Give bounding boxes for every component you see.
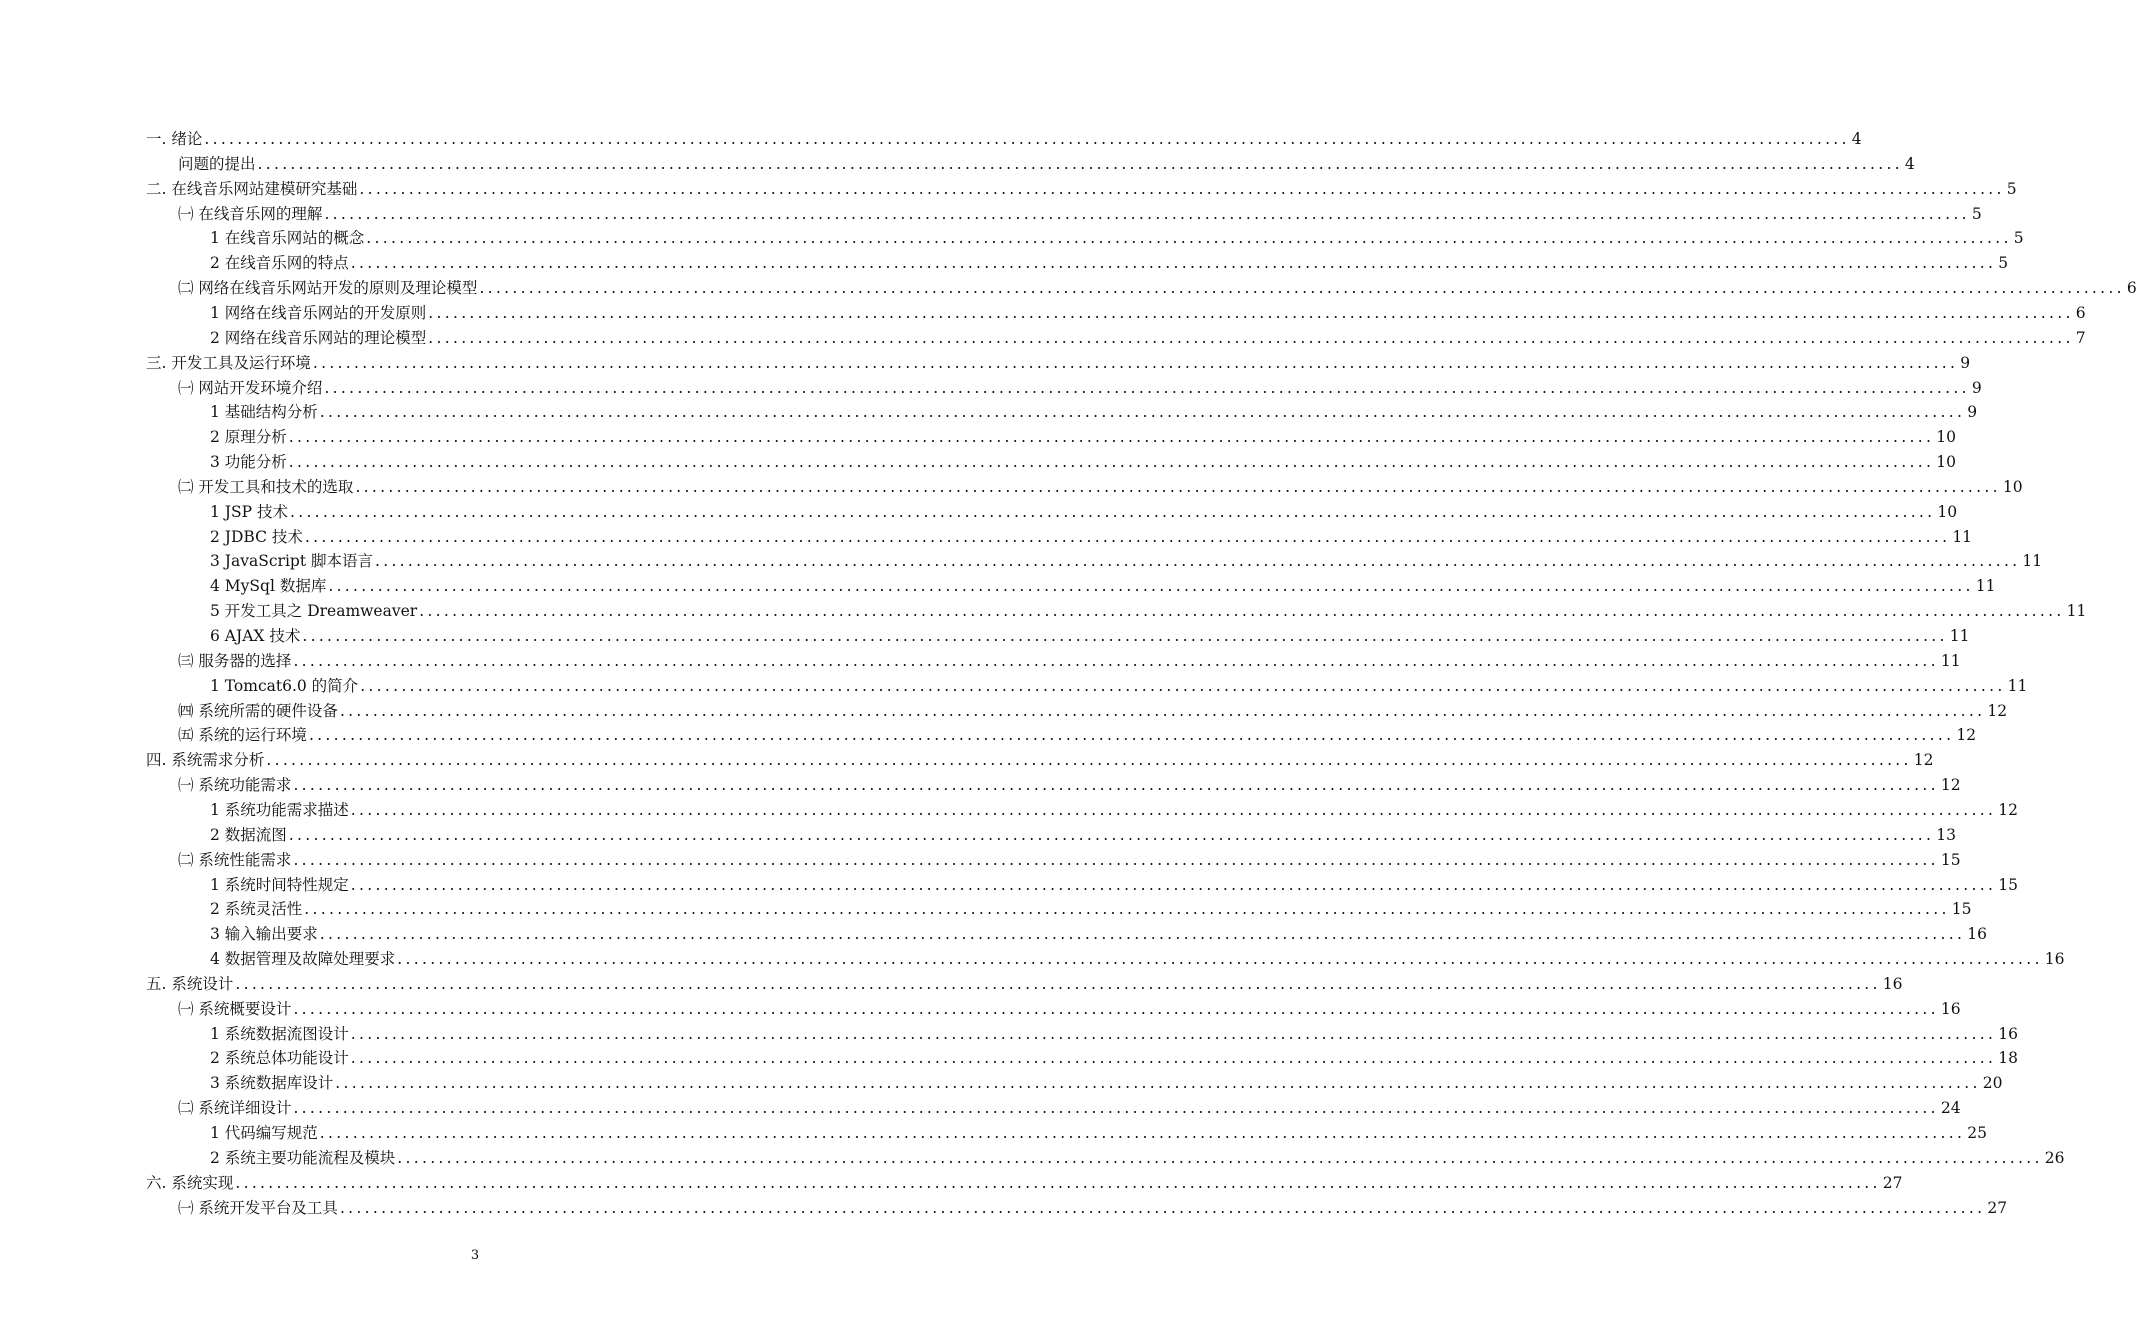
toc-entry-page: 10 xyxy=(1936,453,1956,471)
toc-entry-title: 1 Tomcat6.0 的简介 xyxy=(210,677,359,695)
toc-entry-title: 四. 系统需求分析 xyxy=(146,751,265,769)
toc-dot-leader: ........................................................................................................................................................................................................ xyxy=(428,304,2074,322)
toc-entry[interactable] xyxy=(210,497,1958,522)
toc-dot-leader: ........................................................................................................................................................................................................ xyxy=(257,155,1903,173)
toc-entry[interactable] xyxy=(210,571,1996,596)
toc-entry-page: 18 xyxy=(1998,1049,2018,1067)
toc-entry-page: 6 xyxy=(2126,279,2137,297)
toc-entry-page: 5 xyxy=(2006,180,2017,198)
toc-entry-title: 六. 系统实现 xyxy=(146,1174,234,1192)
toc-entry-page: 11 xyxy=(1975,577,1996,595)
toc-dot-leader: ........................................................................................................................................................................................................ xyxy=(312,354,1959,372)
toc-entry[interactable] xyxy=(210,323,2086,348)
toc-entry-title: 2 系统灵活性 xyxy=(210,900,303,918)
toc-dot-leader: ........................................................................................................................................................................................................ xyxy=(350,254,1997,272)
toc-dot-leader: ........................................................................................................................................................................................................ xyxy=(366,229,2012,247)
toc-entry-page: 5 xyxy=(2013,229,2024,247)
toc-entry[interactable] xyxy=(178,646,1961,671)
toc-entry-title: 3 JavaScript 脚本语言 xyxy=(210,552,373,570)
toc-entry-title: ㈡ 系统性能需求 xyxy=(178,851,292,869)
toc-entry[interactable] xyxy=(210,621,1970,646)
toc-entry[interactable] xyxy=(146,745,1934,770)
toc-entry-page: 11 xyxy=(2022,552,2043,570)
toc-entry-page: 20 xyxy=(1982,1074,2003,1092)
toc-dot-leader: ........................................................................................................................................................................................................ xyxy=(319,403,1966,421)
toc-entry-title: ㈠ 系统功能需求 xyxy=(178,776,292,794)
toc-dot-leader: ........................................................................................................................................................................................................ xyxy=(350,801,1997,819)
toc-dot-leader: ........................................................................................................................................................................................................ xyxy=(355,478,2001,496)
toc-dot-leader: ........................................................................................................................................................................................................ xyxy=(375,552,2021,570)
toc-entry-page: 27 xyxy=(1882,1174,1903,1192)
toc-entry-title: 一. 绪论 xyxy=(146,130,203,148)
toc-entry-page: 27 xyxy=(1987,1199,2008,1217)
toc-entry[interactable] xyxy=(210,944,2065,969)
toc-entry[interactable] xyxy=(210,795,2018,820)
toc-dot-leader: ........................................................................................................................................................................................................ xyxy=(359,180,2005,198)
toc-entry-page: 4 xyxy=(1851,130,1862,148)
toc-dot-leader: ........................................................................................................................................................................................................ xyxy=(288,428,1935,446)
toc-entry-page: 10 xyxy=(2002,478,2023,496)
toc-entry[interactable] xyxy=(178,845,1961,870)
toc-entry-page: 12 xyxy=(1940,776,1961,794)
toc-entry[interactable] xyxy=(178,149,1915,174)
toc-entry-page: 13 xyxy=(1936,826,1956,844)
toc-entry-page: 11 xyxy=(1940,652,1961,670)
toc-entry[interactable] xyxy=(210,671,2028,696)
toc-entry-page: 7 xyxy=(2075,329,2086,347)
page-number: 3 xyxy=(470,1248,480,1263)
toc-entry[interactable] xyxy=(146,124,1862,149)
toc-dot-leader: ........................................................................................................................................................................................................ xyxy=(360,677,2006,695)
toc-dot-leader: ........................................................................................................................................................................................................ xyxy=(302,627,1948,645)
toc-entry-page: 12 xyxy=(1913,751,1934,769)
toc-entry[interactable] xyxy=(210,919,1987,944)
toc-entry-title: ㈡ 网络在线音乐网站开发的原则及理论模型 xyxy=(178,279,478,297)
toc-dot-leader: ........................................................................................................................................................................................................ xyxy=(293,776,1939,794)
toc-entry[interactable] xyxy=(178,373,1982,398)
toc-dot-leader: ........................................................................................................................................................................................................ xyxy=(293,652,1939,670)
toc-entry[interactable] xyxy=(210,397,1978,422)
toc-dot-leader: ........................................................................................................................................................................................................ xyxy=(428,329,2074,347)
toc-entry-title: 2 原理分析 xyxy=(210,428,287,446)
toc-entry-title: 1 系统数据流图设计 xyxy=(210,1025,349,1043)
toc-dot-leader: ........................................................................................................................................................................................................ xyxy=(339,702,1986,720)
toc-dot-leader: ........................................................................................................................................................................................................ xyxy=(266,751,1912,769)
toc-dot-leader: ........................................................................................................................................................................................................ xyxy=(293,1000,1939,1018)
toc-entry[interactable] xyxy=(210,894,1972,919)
toc-entry-page: 15 xyxy=(1998,876,2018,894)
toc-dot-leader: ........................................................................................................................................................................................................ xyxy=(308,726,1955,744)
toc-entry-title: 2 系统主要功能流程及模块 xyxy=(210,1149,396,1167)
toc-entry[interactable] xyxy=(178,720,1977,745)
toc-entry-title: 1 在线音乐网站的概念 xyxy=(210,229,365,247)
toc-entry-page: 11 xyxy=(2066,602,2087,620)
toc-dot-leader: ........................................................................................................................................................................................................ xyxy=(479,279,2125,297)
toc-entry[interactable] xyxy=(210,870,2018,895)
toc-entry-title: ㈢ 服务器的选择 xyxy=(178,652,292,670)
toc-entry-title: 3 输入输出要求 xyxy=(210,925,318,943)
toc-entry-page: 9 xyxy=(1971,379,1982,397)
toc-entry-title: 2 数据流图 xyxy=(210,826,287,844)
toc-entry-page: 4 xyxy=(1904,155,1915,173)
toc-entry-title: 1 JSP 技术 xyxy=(210,503,288,521)
toc-entry-page: 11 xyxy=(1952,528,1973,546)
toc-entry-page: 26 xyxy=(2044,1149,2065,1167)
toc-entry-page: 12 xyxy=(1998,801,2018,819)
toc-dot-leader: ........................................................................................................................................................................................................ xyxy=(288,826,1935,844)
toc-dot-leader: ........................................................................................................................................................................................................ xyxy=(293,1099,1939,1117)
toc-entry-title: 1 系统功能需求描述 xyxy=(210,801,349,819)
toc-entry[interactable] xyxy=(178,273,2137,298)
toc-entry-page: 9 xyxy=(1967,403,1978,421)
toc-dot-leader: ........................................................................................................................................................................................................ xyxy=(335,1074,1981,1092)
table-of-contents xyxy=(0,124,2137,1218)
toc-dot-leader: ........................................................................................................................................................................................................ xyxy=(350,1049,1997,1067)
toc-dot-leader: ........................................................................................................................................................................................................ xyxy=(235,1174,1881,1192)
toc-entry[interactable] xyxy=(178,1093,1961,1118)
toc-entry-title: 五. 系统设计 xyxy=(146,975,234,993)
toc-entry-page: 10 xyxy=(1937,503,1958,521)
toc-dot-leader: ........................................................................................................................................................................................................ xyxy=(304,900,1950,918)
toc-dot-leader: ........................................................................................................................................................................................................ xyxy=(319,925,1966,943)
toc-entry[interactable] xyxy=(178,472,2023,497)
toc-entry-page: 16 xyxy=(1967,925,1987,943)
toc-entry-title: ㈡ 开发工具和技术的选取 xyxy=(178,478,354,496)
toc-entry-page: 5 xyxy=(1971,205,1982,223)
toc-entry-page: 10 xyxy=(1936,428,1956,446)
toc-dot-leader: ........................................................................................................................................................................................................ xyxy=(319,1124,1966,1142)
toc-entry-title: ㈠ 网站开发环境介绍 xyxy=(178,379,323,397)
toc-entry[interactable] xyxy=(210,596,2087,621)
toc-entry-title: 4 数据管理及故障处理要求 xyxy=(210,950,396,968)
toc-entry[interactable] xyxy=(146,348,1971,373)
toc-dot-leader: ........................................................................................................................................................................................................ xyxy=(324,205,1970,223)
toc-entry[interactable] xyxy=(210,546,2043,571)
toc-entry[interactable] xyxy=(146,969,1903,994)
toc-dot-leader: ........................................................................................................................................................................................................ xyxy=(324,379,1970,397)
toc-entry-title: ㈠ 系统概要设计 xyxy=(178,1000,292,1018)
toc-entry-page: 15 xyxy=(1940,851,1961,869)
toc-entry-page: 24 xyxy=(1940,1099,1961,1117)
toc-dot-leader: ........................................................................................................................................................................................................ xyxy=(204,130,1850,148)
toc-entry-page: 16 xyxy=(1940,1000,1961,1018)
toc-entry[interactable] xyxy=(210,820,1956,845)
toc-entry[interactable] xyxy=(210,447,1956,472)
toc-entry-title: 4 MySql 数据库 xyxy=(210,577,327,595)
toc-entry[interactable] xyxy=(146,174,2017,199)
toc-entry-page: 15 xyxy=(1951,900,1972,918)
toc-dot-leader: ........................................................................................................................................................................................................ xyxy=(304,528,1951,546)
toc-entry[interactable] xyxy=(178,994,1961,1019)
toc-entry[interactable] xyxy=(178,199,1982,224)
toc-entry-title: 3 系统数据库设计 xyxy=(210,1074,334,1092)
toc-entry-title: 2 系统总体功能设计 xyxy=(210,1049,349,1067)
toc-entry[interactable] xyxy=(178,1193,2008,1218)
toc-entry[interactable] xyxy=(210,1118,1987,1143)
toc-entry-title: ㈡ 系统详细设计 xyxy=(178,1099,292,1117)
toc-entry[interactable] xyxy=(210,1068,2003,1093)
toc-dot-leader: ........................................................................................................................................................................................................ xyxy=(293,851,1939,869)
toc-entry[interactable] xyxy=(210,248,2009,273)
toc-entry-page: 25 xyxy=(1967,1124,1987,1142)
toc-entry-page: 11 xyxy=(1949,627,1970,645)
toc-entry-title: 1 系统时间特性规定 xyxy=(210,876,349,894)
toc-entry-page: 5 xyxy=(1998,254,2009,272)
toc-entry[interactable] xyxy=(178,696,2008,721)
toc-dot-leader: ........................................................................................................................................................................................................ xyxy=(235,975,1881,993)
toc-entry-title: 6 AJAX 技术 xyxy=(210,627,301,645)
toc-dot-leader: ........................................................................................................................................................................................................ xyxy=(350,876,1997,894)
toc-entry-title: ㈠ 在线音乐网的理解 xyxy=(178,205,323,223)
toc-entry-page: 9 xyxy=(1960,354,1971,372)
toc-entry[interactable] xyxy=(178,770,1961,795)
toc-entry[interactable] xyxy=(210,1043,2018,1068)
toc-entry-title: 1 代码编写规范 xyxy=(210,1124,318,1142)
toc-entry-page: 11 xyxy=(2007,677,2028,695)
toc-entry-page: 12 xyxy=(1956,726,1977,744)
toc-dot-leader: ........................................................................................................................................................................................................ xyxy=(288,453,1935,471)
toc-entry[interactable] xyxy=(210,1019,2018,1044)
toc-entry[interactable] xyxy=(210,422,1956,447)
toc-dot-leader: ........................................................................................................................................................................................................ xyxy=(350,1025,1997,1043)
toc-entry-title: 3 功能分析 xyxy=(210,453,287,471)
toc-entry-page: 6 xyxy=(2075,304,2086,322)
toc-entry-title: 二. 在线音乐网站建模研究基础 xyxy=(146,180,358,198)
toc-entry-title: ㈠ 系统开发平台及工具 xyxy=(178,1199,338,1217)
toc-entry[interactable] xyxy=(210,522,1973,547)
toc-entry-title: 2 网络在线音乐网站的理论模型 xyxy=(210,329,427,347)
toc-dot-leader: ........................................................................................................................................................................................................ xyxy=(397,1149,2043,1167)
toc-dot-leader: ........................................................................................................................................................................................................ xyxy=(419,602,2065,620)
toc-entry-page: 16 xyxy=(1882,975,1903,993)
toc-entry-title: ㈣ 系统所需的硬件设备 xyxy=(178,702,338,720)
toc-entry[interactable] xyxy=(210,223,2024,248)
toc-entry-title: 5 开发工具之 Dreamweaver xyxy=(210,602,418,620)
toc-entry-page: 12 xyxy=(1987,702,2008,720)
toc-entry-title: 2 JDBC 技术 xyxy=(210,528,303,546)
toc-dot-leader: ........................................................................................................................................................................................................ xyxy=(397,950,2043,968)
toc-entry-title: 2 在线音乐网的特点 xyxy=(210,254,349,272)
toc-entry-page: 16 xyxy=(2044,950,2065,968)
toc-dot-leader: ........................................................................................................................................................................................................ xyxy=(289,503,1936,521)
toc-dot-leader: ........................................................................................................................................................................................................ xyxy=(328,577,1974,595)
toc-entry[interactable] xyxy=(210,1143,2065,1168)
toc-entry[interactable] xyxy=(210,298,2086,323)
toc-entry-title: 问题的提出 xyxy=(178,155,256,173)
toc-entry-title: 三. 开发工具及运行环境 xyxy=(146,354,311,372)
toc-entry-title: 1 网络在线音乐网站的开发原则 xyxy=(210,304,427,322)
toc-entry[interactable] xyxy=(146,1168,1903,1193)
toc-entry-page: 16 xyxy=(1998,1025,2018,1043)
toc-entry-title: ㈤ 系统的运行环境 xyxy=(178,726,307,744)
toc-dot-leader: ........................................................................................................................................................................................................ xyxy=(339,1199,1986,1217)
toc-entry-title: 1 基础结构分析 xyxy=(210,403,318,421)
